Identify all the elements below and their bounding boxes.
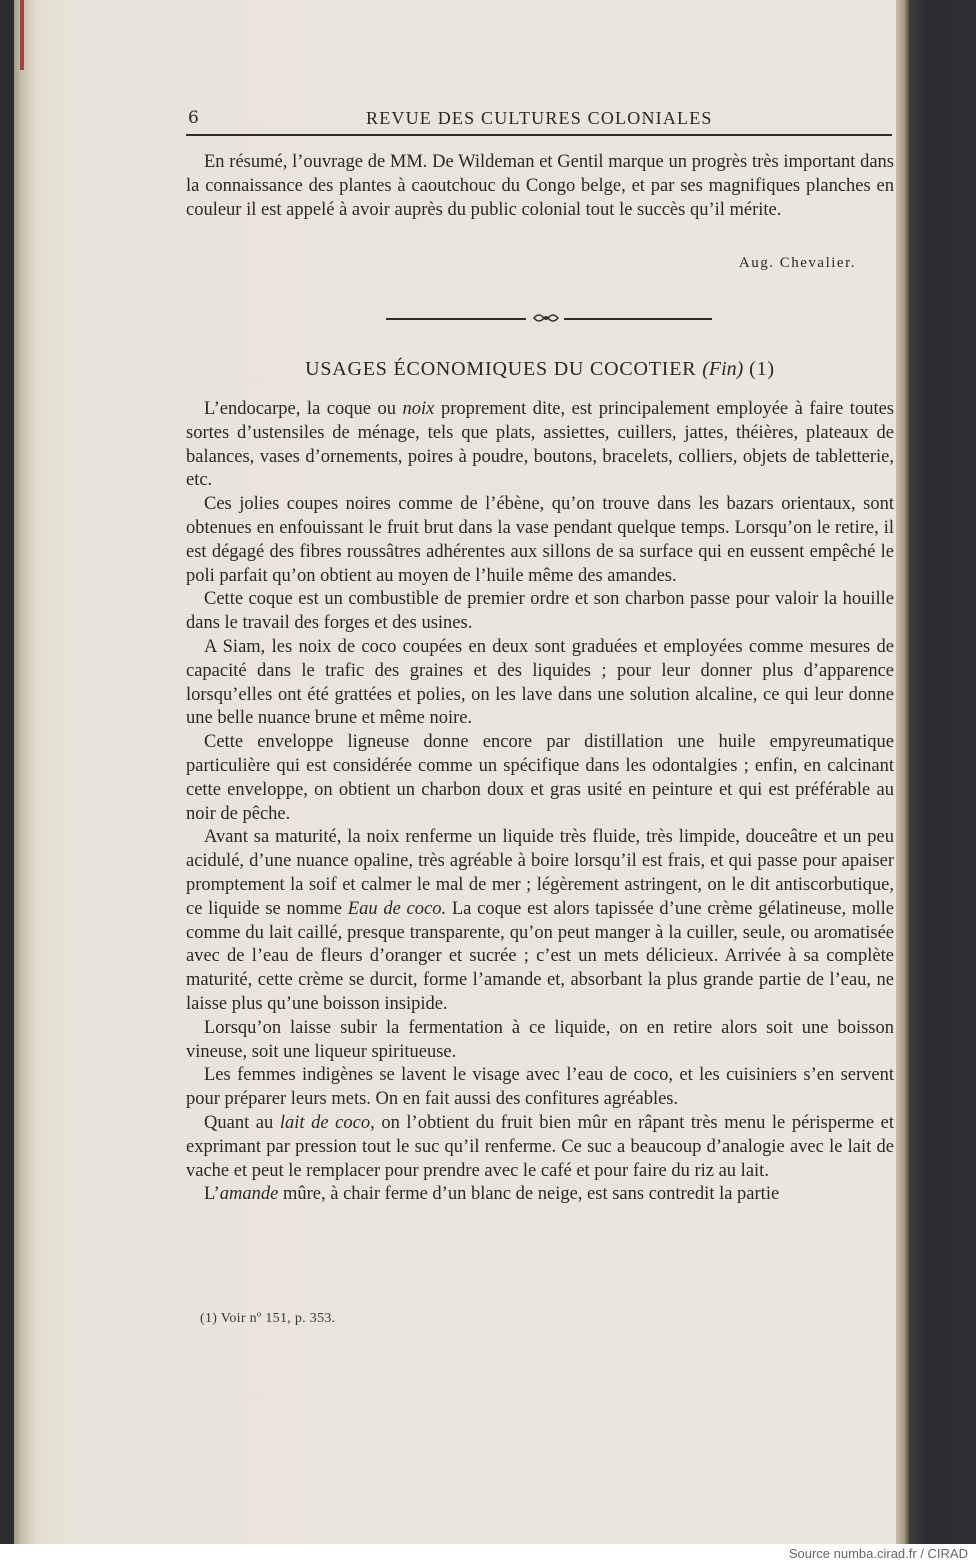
italic-term: amande bbox=[219, 1184, 279, 1205]
article-title bbox=[186, 358, 894, 381]
paragraph-lait-de-coco bbox=[186, 1112, 894, 1183]
book-binding-edge bbox=[896, 0, 976, 1544]
review-conclusion bbox=[186, 151, 894, 222]
header-rule bbox=[186, 134, 892, 136]
source-credit: Source numba.cirad.fr / CIRAD bbox=[788, 1546, 968, 1561]
paragraph-text: L’ bbox=[204, 1184, 220, 1205]
italic-term: noix bbox=[402, 399, 435, 419]
running-header bbox=[186, 108, 892, 136]
paragraph-text: La coque est alors tapissée d’une crème gélatineuse, molle comme du lait caillé, presque transparente, qu’on peut manger à la cuiller, seule, ou aromatisée avec de l’eau de fleurs d’oranger et sucrée ; c’est un mets délicieux. Arrivée à sa complète maturité, cette crème se durcit, forme l’amande et, absorbant la plus grande partie de l’eau, ne laisse plus qu’une boisson insipide. bbox=[186, 898, 894, 1014]
italic-term: lait de coco bbox=[279, 1112, 371, 1133]
paragraph-endocarpe bbox=[186, 398, 894, 493]
divider-line-right bbox=[564, 318, 712, 320]
paragraph-text: Quant au bbox=[204, 1112, 280, 1133]
paragraph-text: L’endocarpe, la coque ou bbox=[204, 399, 403, 419]
article-title-fin: (Fin) bbox=[702, 358, 744, 380]
footnote: (1) Voir nº 151, p. 353. bbox=[200, 1311, 336, 1326]
page-gutter-shadow bbox=[14, 0, 34, 1544]
paragraph-femmes: Les femmes indigènes se lavent le visage avec l’eau de coco, et les cuisiniers s’en servent pour préparer leurs mets. On en fait aussi des confitures agréables. bbox=[186, 1065, 894, 1110]
italic-term: Eau de coco. bbox=[347, 898, 447, 919]
section-divider-ornament bbox=[386, 311, 712, 325]
paragraph-combustible: Cette coque est un combustible de premier ordre et son charbon passe pour valoir la houille dans le travail des forges et des usines. bbox=[186, 589, 894, 634]
paragraph-text: mûre, à chair ferme d’un blanc de neige, est sans contredit la partie bbox=[278, 1184, 780, 1205]
running-title: REVUE DES CULTURES COLONIALES bbox=[366, 108, 713, 128]
review-paragraph: En résumé, l’ouvrage de MM. De Wildeman et Gentil marque un progrès très important dans la connaissance des plantes à caoutchouc du Congo belge, et par ses magnifiques planches en couleur il est appelé à avoir auprès du public colonial tout le succès qu’il mérite. bbox=[186, 152, 894, 220]
page-number: 6 bbox=[188, 108, 200, 128]
paragraph-distillation: Cette enveloppe ligneuse donne encore par distillation une huile empyreumatique particulière qui est considérée comme un spécifique dans les odontalgies ; enfin, en calcinant cette enveloppe, on obtient un charbon doux et gras usité en peinture et qui est préférable au noir de pêche. bbox=[186, 732, 894, 824]
paragraph-text: Avant sa maturité, la noix renferme un liquide très fluide, très limpide, douceâtre et un peu acidulé, d’une nuance opaline, très agréable à boire lorsqu’il est frais, et qui passe pour apaiser promptement la soif et calmer le mal de mer ; légèrement astringent, on le dit antiscorbutique, ce liquide se nomme bbox=[186, 827, 894, 919]
paragraph-amande bbox=[186, 1183, 894, 1207]
article-body bbox=[186, 398, 894, 1207]
divider-line-left bbox=[386, 318, 526, 320]
red-page-edge bbox=[20, 0, 24, 70]
source-bar bbox=[0, 1544, 976, 1566]
paragraph-fermentation: Lorsqu’on laisse subir la fermentation à ce liquide, on en retire alors soit une boisson vineuse, soit une liqueur spiritueuse. bbox=[186, 1017, 894, 1062]
paragraph-text: , on l’obtient du fruit bien mûr en râpant très menu le périsperme et exprimant par pression tout le suc qu’il renferme. Ce suc a beaucoup d’analogie avec le lait de vache et peut le remplacer pour prendre avec le café et pour faire du riz au lait. bbox=[186, 1112, 894, 1181]
paragraph-coupes: Ces jolies coupes noires comme de l’ébène, qu’on trouve dans les bazars orientaux, sont obtenues en enfouissant le fruit brut dans la vase pendant quelque temps. Lorsqu’on le retire, il est dégagé des fibres roussâtres adhérentes aux sillons de sa surface qui en eussent empêché le poli parfait qu’on obtient au moyen de l’huile même des amandes. bbox=[186, 494, 894, 586]
author-signature: Aug. Chevalier. bbox=[738, 255, 856, 271]
footnote-reference: (1) bbox=[749, 358, 775, 380]
paragraph-text: proprement dite, est principalement employée à faire toutes sortes d’ustensiles de ménage, tels que plats, assiettes, cuillers, jattes, théières, plateaux de balances, vases d’ornements, poires à poudre, boutons, bracelets, colliers, objets de tabletterie, etc. bbox=[186, 399, 894, 491]
paragraph-eau-de-coco bbox=[186, 826, 894, 1016]
paragraph-siam: A Siam, les noix de coco coupées en deux sont graduées et employées comme mesures de capacité dans le trafic des graines et des liquides ; pour leur donner plus d’apparence lorsqu’elles ont été grattées et polies, on les lave dans une solution alcaline, ce qui leur donne une belle nuance brune et même noire. bbox=[186, 636, 894, 729]
flourish-icon bbox=[532, 311, 560, 325]
article-title-main: USAGES ÉCONOMIQUES DU COCOTIER bbox=[305, 358, 697, 380]
